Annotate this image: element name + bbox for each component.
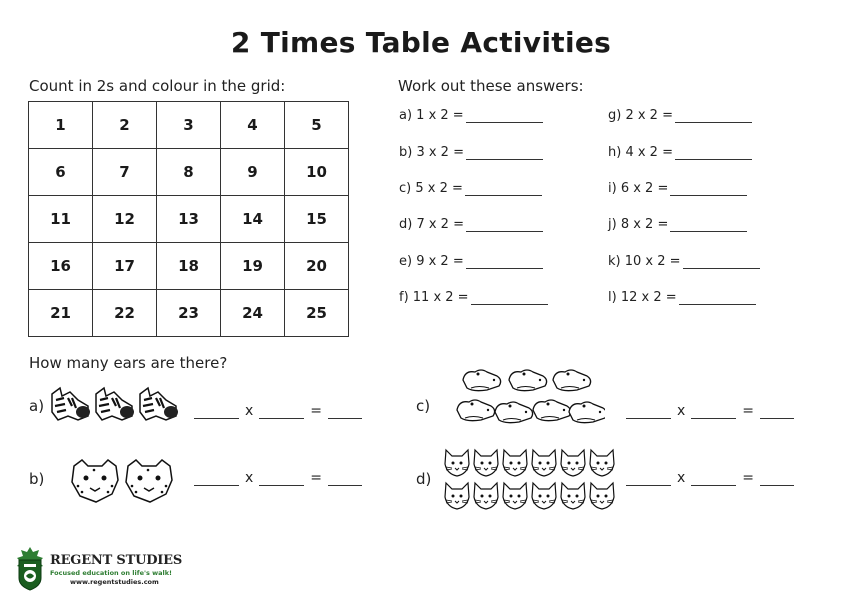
cat-icon [503, 483, 527, 509]
hippo-icon [509, 370, 547, 391]
blank-groups[interactable] [626, 406, 671, 419]
hippo-icon [457, 400, 495, 421]
blank-total[interactable] [760, 406, 794, 419]
answer-blank[interactable] [679, 290, 756, 305]
grid-cell[interactable]: 14 [221, 196, 285, 243]
grid-cell[interactable]: 17 [93, 243, 157, 290]
grid-cell[interactable]: 3 [157, 102, 221, 149]
answer-blank[interactable] [465, 181, 542, 196]
grid-cell[interactable]: 4 [221, 102, 285, 149]
cheetah-icon [126, 460, 172, 502]
grid-cell[interactable]: 10 [285, 149, 349, 196]
grid-row [29, 149, 349, 196]
blank-ears[interactable] [691, 473, 736, 486]
grid-cell[interactable]: 5 [285, 102, 349, 149]
question-b: b) 3 x 2 = [399, 145, 543, 160]
grid-cell[interactable]: 19 [221, 243, 285, 290]
zebra-icon [96, 388, 134, 420]
question-c: c) 5 x 2 = [399, 181, 542, 196]
grid-instruction: Count in 2s and colour in the grid: [29, 77, 286, 95]
blank-groups[interactable] [194, 473, 239, 486]
grid-cell[interactable]: 2 [93, 102, 157, 149]
answer-blank[interactable] [675, 108, 752, 123]
hippo-icon [463, 370, 501, 391]
grid-cell[interactable]: 15 [285, 196, 349, 243]
cat-icon [474, 483, 498, 509]
question-d: d) 7 x 2 = [399, 217, 543, 232]
answer-blank[interactable] [670, 181, 747, 196]
grid-cell[interactable]: 16 [29, 243, 93, 290]
question-h: h) 4 x 2 = [608, 145, 752, 160]
hippo-icon [553, 370, 591, 391]
grid-cell[interactable]: 6 [29, 149, 93, 196]
question-l: l) 12 x 2 = [608, 290, 756, 305]
blank-ears[interactable] [259, 406, 304, 419]
grid-cell[interactable]: 1 [29, 102, 93, 149]
answer-blank[interactable] [466, 108, 543, 123]
answer-blank[interactable] [670, 217, 747, 232]
question-k: k) 10 x 2 = [608, 254, 760, 269]
cat-icon [445, 483, 469, 509]
equation-c: x = [626, 403, 794, 419]
grid-cell[interactable]: 18 [157, 243, 221, 290]
cat-icon [561, 450, 585, 476]
equation-a: x = [194, 403, 362, 419]
number-grid [28, 101, 349, 337]
page-title: 2 Times Table Activities [230, 26, 612, 59]
question-a: a) 1 x 2 = [399, 108, 543, 123]
grid-cell[interactable]: 25 [285, 290, 349, 337]
question-i: i) 6 x 2 = [608, 181, 747, 196]
cat-icon [445, 450, 469, 476]
grid-cell[interactable]: 22 [93, 290, 157, 337]
cat-icon [503, 450, 527, 476]
ears-label-a: a) [29, 397, 45, 415]
cheetahs-picture [68, 456, 176, 504]
cat-icon [561, 483, 585, 509]
ears-label-b: b) [29, 470, 45, 488]
ears-instruction: How many ears are there? [29, 354, 228, 372]
blank-ears[interactable] [259, 473, 304, 486]
equation-b: x = [194, 470, 362, 486]
ears-label-c: c) [416, 397, 431, 415]
blank-total[interactable] [760, 473, 794, 486]
grid-cell[interactable]: 7 [93, 149, 157, 196]
grid-row [29, 243, 349, 290]
blank-total[interactable] [328, 406, 362, 419]
blank-groups[interactable] [194, 406, 239, 419]
logo-url: www.regentstudies.com [70, 578, 159, 586]
answer-blank[interactable] [683, 254, 760, 269]
answer-blank[interactable] [675, 145, 752, 160]
zebras-picture [48, 386, 188, 426]
hippos-picture [455, 364, 605, 426]
grid-cell[interactable]: 21 [29, 290, 93, 337]
question-j: j) 8 x 2 = [608, 217, 747, 232]
cat-icon [532, 483, 556, 509]
equation-d: x = [626, 470, 794, 486]
grid-cell[interactable]: 9 [221, 149, 285, 196]
regent-studies-logo-icon [13, 546, 47, 592]
grid-cell[interactable]: 20 [285, 243, 349, 290]
question-g: g) 2 x 2 = [608, 108, 752, 123]
cat-icon [532, 450, 556, 476]
zebra-icon [52, 388, 90, 420]
answer-blank[interactable] [471, 290, 548, 305]
grid-cell[interactable]: 24 [221, 290, 285, 337]
grid-cell[interactable]: 12 [93, 196, 157, 243]
cat-icon [474, 450, 498, 476]
hippo-icon [533, 400, 571, 421]
question-f: f) 11 x 2 = [399, 290, 548, 305]
cat-icon [590, 450, 614, 476]
cheetah-icon [72, 460, 118, 502]
hippo-icon [569, 402, 605, 423]
question-e: e) 9 x 2 = [399, 254, 543, 269]
ears-label-d: d) [416, 470, 432, 488]
blank-groups[interactable] [626, 473, 671, 486]
answer-blank[interactable] [466, 254, 543, 269]
answers-instruction: Work out these answers: [398, 77, 584, 95]
grid-row [29, 290, 349, 337]
blank-total[interactable] [328, 473, 362, 486]
zebra-icon [140, 388, 178, 420]
hippo-icon [495, 402, 533, 423]
cat-icon [590, 483, 614, 509]
grid-cell[interactable]: 23 [157, 290, 221, 337]
grid-cell[interactable]: 13 [157, 196, 221, 243]
blank-ears[interactable] [691, 406, 736, 419]
logo-tagline: Focused education on life's walk! [50, 569, 173, 577]
grid-cell[interactable]: 11 [29, 196, 93, 243]
answer-blank[interactable] [466, 217, 543, 232]
grid-row [29, 102, 349, 149]
grid-cell[interactable]: 8 [157, 149, 221, 196]
grid-row [29, 196, 349, 243]
answer-blank[interactable] [466, 145, 543, 160]
cats-picture [441, 446, 621, 512]
logo-name: REGENT STUDIES [50, 553, 183, 568]
